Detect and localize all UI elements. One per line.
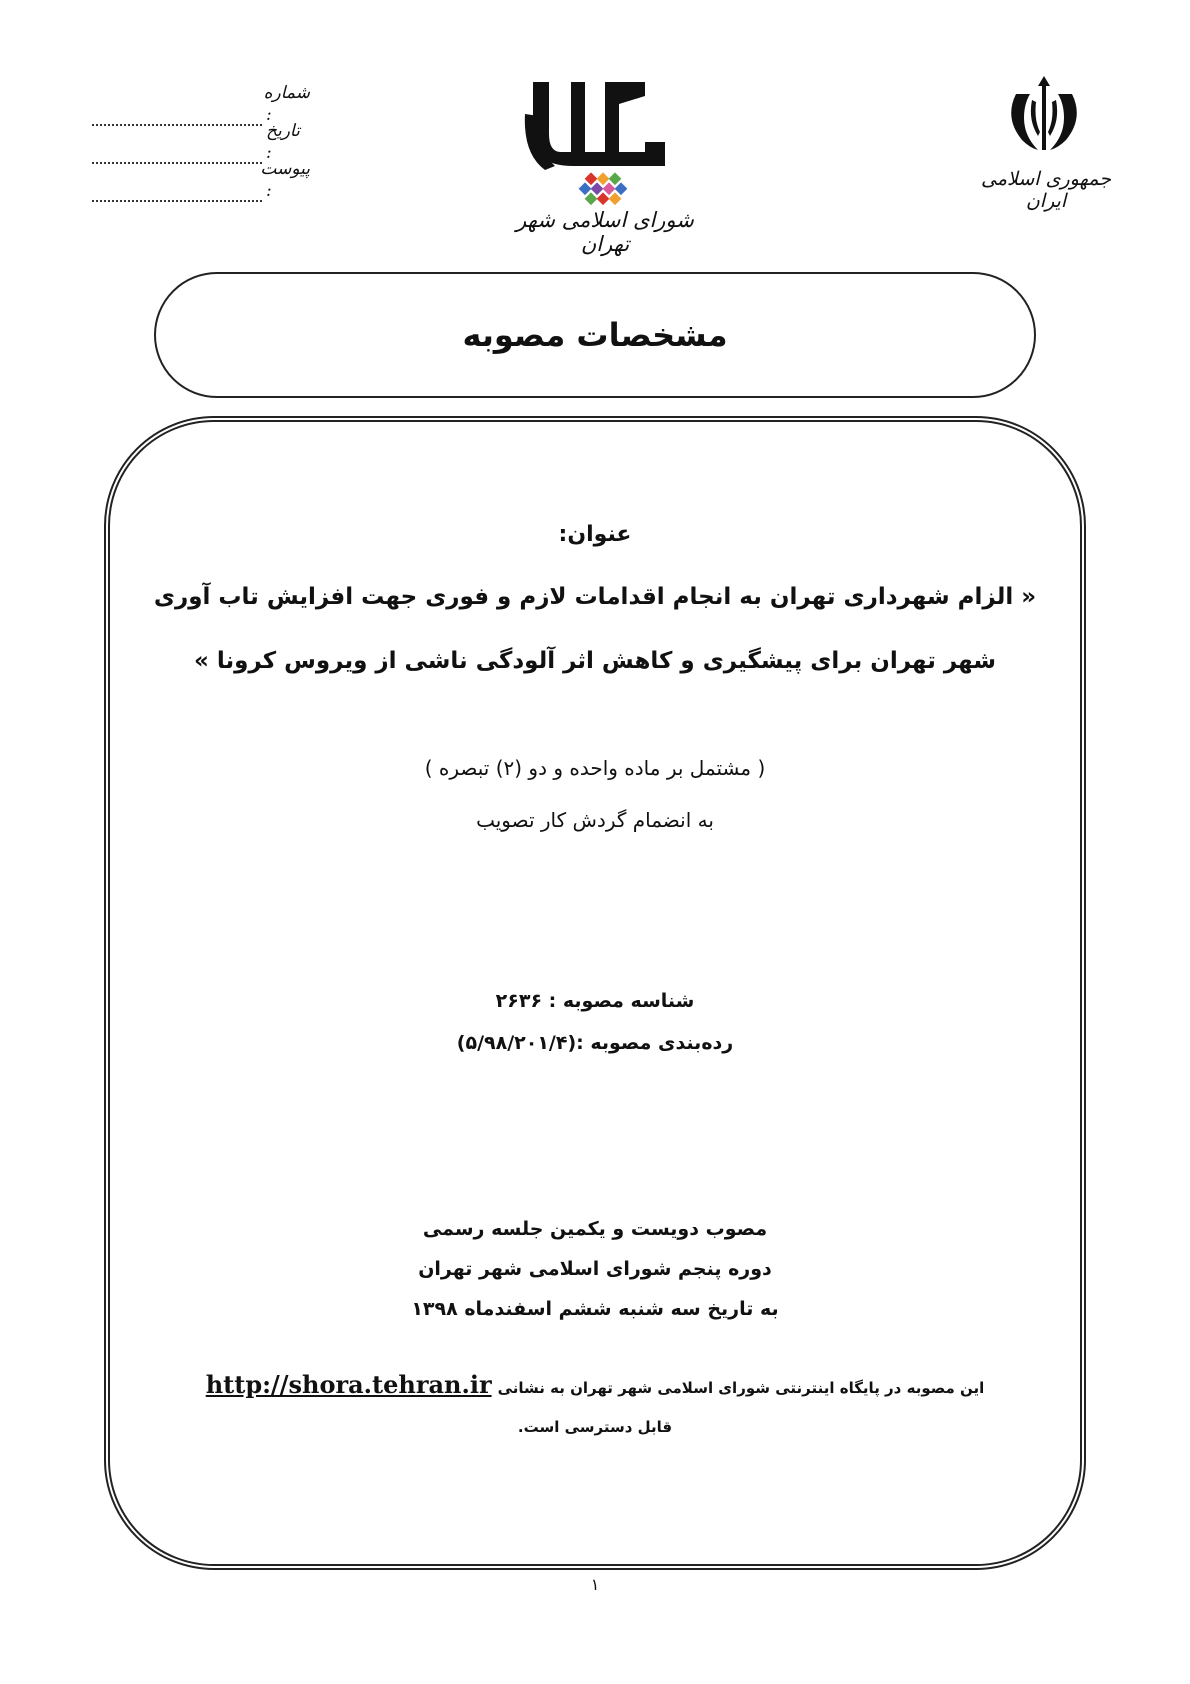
field-number-label: شماره : [263, 83, 310, 125]
subject-line-2: شهر تهران برای پیشگیری و کاهش اثر آلودگی ناشی از ویروس کرونا » [194, 648, 996, 674]
attachment-note: به انضمام گردش کار تصویب [476, 808, 714, 832]
title-banner [154, 272, 1036, 398]
field-attachment-row [92, 159, 312, 202]
includes-note: ( مشتمل بر ماده واحده و دو (۲) تبصره ) [424, 756, 766, 780]
website-suffix: قابل دسترسی است. [517, 1418, 673, 1436]
website-link[interactable]: http://shora.tehran.ir [205, 1370, 492, 1399]
approval-line-3: به تاریخ سه شنبه ششم اسفندماه ۱۳۹۸ [411, 1298, 779, 1320]
resolution-classification: رده‌بندی مصوبه :(۵/۹۸/۲۰۱/۴) [456, 1032, 734, 1054]
council-logo-icon [515, 74, 685, 209]
iran-emblem-icon [1002, 74, 1086, 158]
approval-line-1: مصوب دویست و یکمین جلسه رسمی [422, 1218, 768, 1240]
page-title: مشخصات مصوبه [462, 316, 728, 354]
field-date-line[interactable] [92, 144, 262, 164]
subject-label: عنوان: [558, 522, 632, 547]
header-meta-fields [92, 83, 312, 202]
approval-line-2: دوره پنجم شورای اسلامی شهر تهران [418, 1258, 772, 1280]
field-number-line[interactable] [92, 106, 262, 126]
resolution-id: شناسه مصوبه : ۲۶۳۶ [495, 990, 695, 1012]
field-date-label: تاریخ : [266, 121, 300, 163]
website-notice [110, 1370, 1080, 1399]
emblem-caption: جمهوری اسلامی ایران [981, 168, 1111, 212]
page-number: ۱ [590, 1575, 600, 1594]
field-attachment-line[interactable] [92, 182, 262, 202]
website-prefix: این مصوبه در پایگاه اینترنتی شورای اسلامی شهر تهران به نشانی [497, 1379, 985, 1397]
field-attachment-label: پیوست : [260, 159, 310, 201]
subject-line-1: « الزام شهرداری تهران به انجام اقدامات لازم و فوری جهت افزایش تاب آوری [153, 584, 1037, 610]
council-name: شورای اسلامی شهر تهران [516, 208, 694, 256]
